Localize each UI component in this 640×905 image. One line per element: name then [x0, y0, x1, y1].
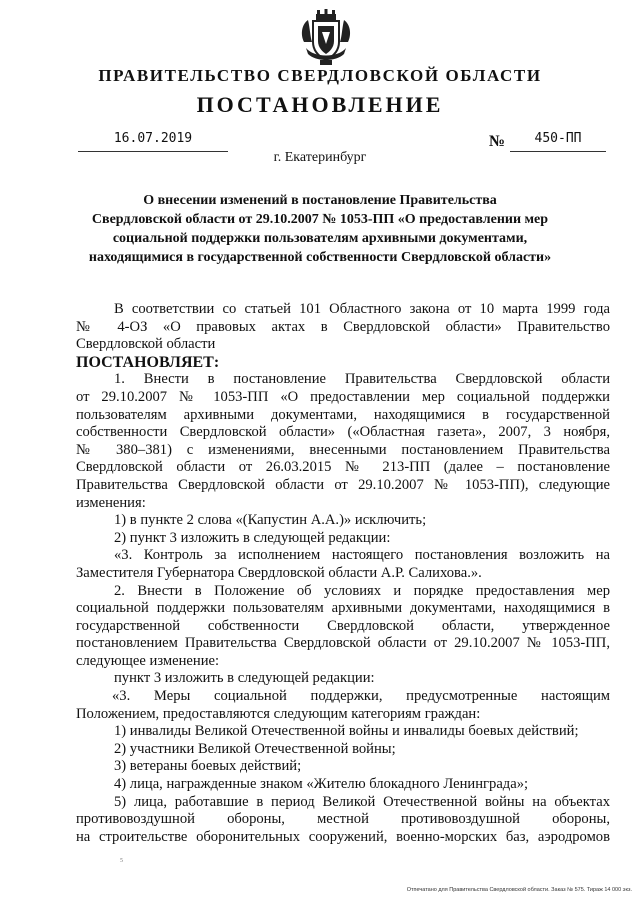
decree-word: ПОСТАНОВЛЯЕТ: [76, 353, 220, 371]
page-mark: 5 [120, 858, 123, 864]
body-line: Положением, предоставляются следующим категориям граждан: [76, 705, 481, 722]
body-line: от 29.10.2007 № 1053-ПП «О предоставлении мер социальной поддержки [76, 388, 610, 405]
document-date: 16.07.2019 [78, 131, 228, 152]
resolution-title-line: находящимися в государственной собственности Свердловской области» [88, 250, 552, 265]
body-line: пункт 3 изложить в следующей редакции: [114, 670, 375, 687]
government-title: ПРАВИТЕЛЬСТВО СВЕРДЛОВСКОЙ ОБЛАСТИ [98, 66, 542, 85]
number-sign: № [489, 133, 506, 150]
body-line: противовоздушной обороны, местной противовоздушной обороны, [76, 811, 610, 828]
body-line: 4) лица, награжденные знаком «Жителю блокадного Ленинграда»; [114, 776, 529, 793]
resolution-title-line: О внесении изменений в постановление Правительства [143, 193, 497, 208]
document-kind-title: ПОСТАНОВЛЕНИЕ [196, 92, 444, 117]
body-line: «3. Меры социальной поддержки, предусмотренные настоящим [112, 688, 610, 705]
body-line: социальной поддержки пользователям архивными документами, находящимися в [76, 600, 610, 617]
body-line: пользователям архивными документами, находящимися в государственной [76, 406, 610, 423]
body-line: Свердловской области [76, 336, 216, 353]
body-line: Свердловской области от 26.03.2015 № 213-ПП (далее – постановление [76, 459, 610, 476]
print-footer: Отпечатано для Правительства Свердловской области. Заказ № 575. Тираж 14 000 экз. [406, 887, 632, 893]
body-line: 3) ветераны боевых действий; [114, 758, 302, 775]
coat-of-arms-emblem [298, 8, 354, 68]
body-line: 2) участники Великой Отечественной войны; [114, 740, 396, 757]
body-line: следующее изменение: [76, 652, 220, 669]
body-line: на строительстве оборонительных сооружений, военно-морских баз, аэродромов [76, 828, 610, 845]
body-line: изменения: [76, 494, 146, 511]
document-body [76, 301, 610, 846]
resolution-title [80, 191, 560, 267]
body-line: 1) в пункте 2 слова «(Капустин А.А.)» исключить; [114, 512, 427, 529]
body-line: 1) инвалиды Великой Отечественной войны и инвалиды боевых действий; [114, 723, 579, 740]
body-line: государственной собственности Свердловской области, утвержденное [76, 617, 610, 634]
body-line: 2) пункт 3 изложить в следующей редакции: [114, 529, 391, 546]
body-line: 1. Внести в постановление Правительства Свердловской области [114, 371, 610, 388]
body-line: № 4-ОЗ «О правовых актах в Свердловской области» Правительство [76, 318, 610, 335]
body-line: собственности Свердловской области» («Областная газета», 2007, 3 ноября, [76, 424, 610, 441]
body-line: 2. Внести в Положение об условиях и порядке предоставления мер [114, 582, 610, 599]
city-label: г. Екатеринбург [273, 150, 367, 165]
body-line: Правительства Свердловской области от 29.10.2007 № 1053-ПП), следующие [76, 476, 610, 493]
body-line: «3. Контроль за исполнением настоящего постановления возложить на [114, 547, 610, 564]
body-line: постановлением Правительства Свердловской области от 29.10.2007 № 1053-ПП, [76, 635, 610, 652]
body-line: 5) лица, работавшие в период Великой Отечественной войны на объектах [114, 793, 610, 810]
body-line: Заместителя Губернатора Свердловской области А.Р. Салихова.». [76, 564, 482, 581]
body-line: № 380–381) с изменениями, внесенными постановлением Правительства [76, 441, 610, 458]
body-line: В соответствии со статьей 101 Областного закона от 10 марта 1999 года [114, 301, 610, 317]
document-number: 450-ПП [510, 131, 606, 152]
resolution-title-line: социальной поддержки пользователям архивными документами, [112, 231, 528, 246]
resolution-title-line: Свердловской области от 29.10.2007 № 1053-ПП «О предоставлении мер [91, 212, 549, 227]
